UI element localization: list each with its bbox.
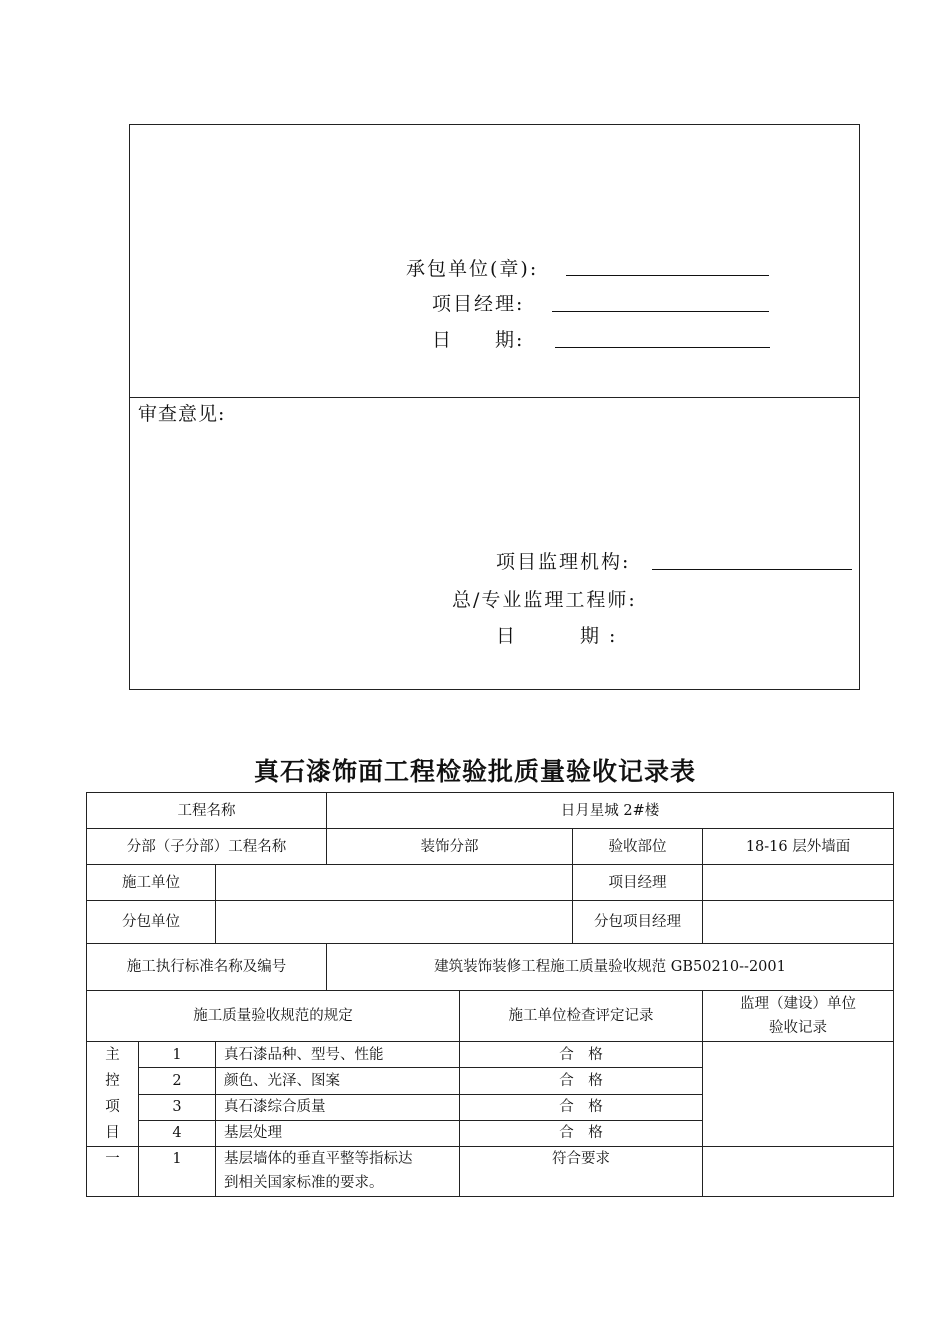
check-header: 施工单位检查评定记录	[460, 991, 703, 1042]
standard-label: 施工执行标准名称及编号	[87, 944, 327, 991]
item-text-line2: 到相关国家标准的要求。	[224, 1175, 384, 1191]
project-name-label: 工程名称	[87, 793, 327, 829]
construction-unit-label: 施工单位	[87, 865, 216, 901]
item-number: 3	[139, 1094, 216, 1120]
record-title: 真石漆饰面工程检验批质量验收记录表	[253, 757, 696, 786]
date-signature-line	[555, 347, 770, 348]
group-char: 项	[105, 1099, 120, 1115]
table-row	[87, 793, 894, 829]
subdivision-value: 装饰分部	[327, 829, 573, 865]
item-number: 1	[139, 1042, 216, 1068]
supervisor-org-label: 项目监理机构:	[496, 551, 631, 573]
project-manager-label: 项目经理:	[432, 293, 525, 315]
subdivision-label: 分部（子分部）工程名称	[87, 829, 327, 865]
supervisor-date-label: 日 期 :	[496, 625, 618, 647]
item-text: 真石漆综合质量	[216, 1094, 460, 1120]
supervise-header-line1: 监理（建设）单位	[740, 996, 857, 1012]
review-opinion-label: 审查意见:	[138, 403, 226, 425]
item-result: 合 格	[460, 1094, 703, 1120]
supervise-record-general	[703, 1147, 894, 1197]
item-text: 颜色、光泽、图案	[216, 1068, 460, 1094]
table-row	[87, 1147, 894, 1197]
supervise-header-line2: 验收记录	[769, 1020, 828, 1036]
item-result: 合 格	[460, 1042, 703, 1068]
group-char: 控	[105, 1073, 120, 1089]
date-label: 日 期:	[432, 329, 525, 351]
item-text: 基层处理	[216, 1120, 460, 1146]
table-row	[87, 1042, 894, 1068]
contractor-label: 承包单位(章):	[406, 258, 539, 280]
approval-divider	[129, 397, 860, 398]
item-number: 4	[139, 1120, 216, 1146]
supervisor-org-signature-line	[652, 569, 852, 570]
inspect-part-label: 验收部位	[573, 829, 703, 865]
item-text-line1: 基层墙体的垂直平整等指标达	[224, 1151, 413, 1167]
project-name-value: 日月星城 2#楼	[327, 793, 894, 829]
construction-unit-value	[216, 865, 573, 901]
supervise-record-main	[703, 1042, 894, 1147]
spec-header: 施工质量验收规范的规定	[87, 991, 460, 1042]
inspection-record-table	[86, 792, 894, 1197]
table-row	[87, 991, 894, 1042]
group-char: 主	[105, 1047, 120, 1063]
item-result: 合 格	[460, 1068, 703, 1094]
main-control-group	[87, 1042, 139, 1147]
subcontract-unit-value	[216, 901, 573, 944]
standard-value: 建筑装饰装修工程施工质量验收规范 GB50210--2001	[327, 944, 894, 991]
contractor-signature-line	[566, 275, 769, 276]
subcontract-unit-label: 分包单位	[87, 901, 216, 944]
table-row	[87, 865, 894, 901]
item-number: 1	[139, 1147, 216, 1197]
supervise-header	[703, 991, 894, 1042]
inspect-part-value: 18-16 层外墙面	[703, 829, 894, 865]
sub-pm-label: 分包项目经理	[573, 901, 703, 944]
supervising-engineer-label: 总/专业监理工程师:	[452, 589, 637, 611]
item-result: 合 格	[460, 1120, 703, 1146]
sub-pm-value	[703, 901, 894, 944]
table-row	[87, 944, 894, 991]
table-row	[87, 901, 894, 944]
project-manager-value	[703, 865, 894, 901]
project-manager-signature-line	[552, 311, 769, 312]
project-manager-field-label: 项目经理	[573, 865, 703, 901]
item-result: 符合要求	[460, 1147, 703, 1197]
general-group: 一	[87, 1147, 139, 1197]
item-text	[216, 1147, 460, 1197]
item-number: 2	[139, 1068, 216, 1094]
group-char: 目	[105, 1125, 120, 1141]
item-text: 真石漆品种、型号、性能	[216, 1042, 460, 1068]
table-row	[87, 829, 894, 865]
